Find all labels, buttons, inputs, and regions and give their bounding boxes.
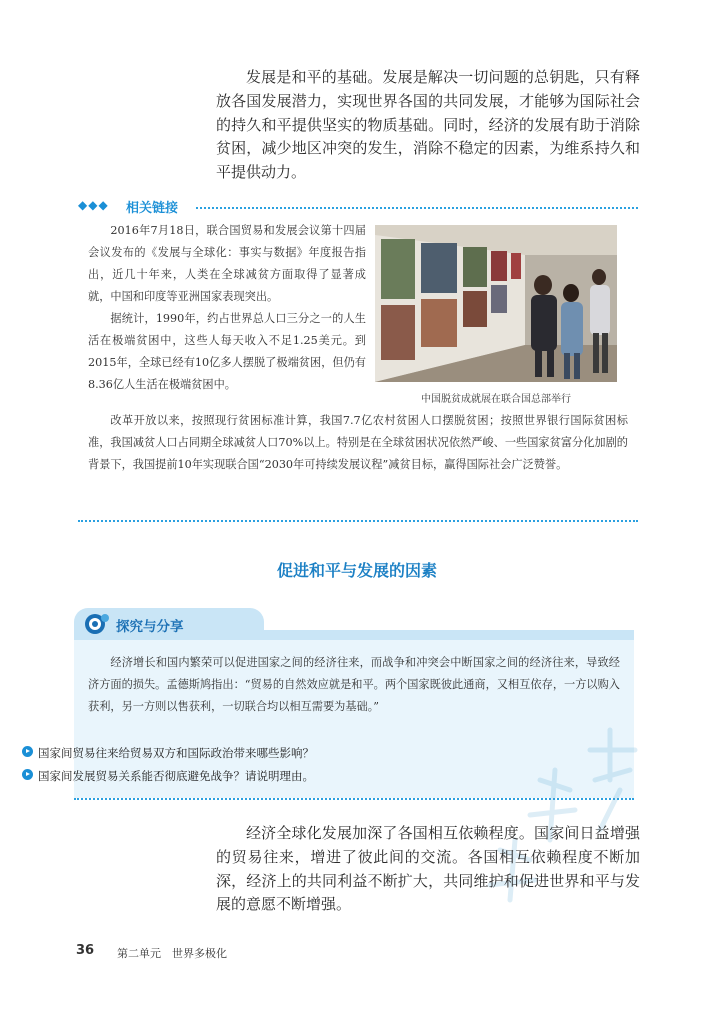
related-link-paragraph-3: 改革开放以来，按照现行贫困标准计算，我国7.7亿农村贫困人口摆脱贫困；按照世界银行国际贫困标准，我国减贫人口占同期全球减贫人口70%以上。特别是在全球贫困状况依然严峻、一些国家贫富分化加剧的背景下，我国提前10年实现联合国“2030年可持续发展议程”减贫目标，赢得国际社会广泛赞誉。 [88,414,628,471]
explore-icon [84,612,110,636]
arrow-bullet-icon [22,769,33,780]
section-title: 促进和平与发展的因素 [276,561,437,580]
related-link-paragraph-2: 据统计，1990年，约占世界总人口三分之一的人生活在极端贫困中，这些人每天收入不足1.25美元。到2015年，全球已经有10亿多人摆脱了极端贫困，但仍有8.36亿人生活在极端贫困中。 [88,312,366,391]
related-link-wide-text [88,410,628,476]
related-link-header [78,197,638,217]
question-2-text: 国家间发展贸易关系能否彻底避免战争？请说明理由。 [38,769,314,783]
diamond-icons: ◆◆◆ [78,198,109,212]
exhibition-photo [375,225,617,382]
explore-title: 探究与分享 [116,619,184,635]
related-link-paragraph-1: 2016年7月18日，联合国贸易和发展会议第十四届会议发布的《发展与全球化：事实与数据》年度报告指出，近几十年来，人类在全球减贫方面取得了显著成就，中国和印度等亚洲国家表现突出。 [88,224,366,303]
dotted-divider [196,207,638,209]
explore-paragraph: 经济增长和国内繁荣可以促进国家之间的经济往来，而战争和冲突会中断国家之间的经济往来，导致经济方面的损失。孟德斯鸠指出：“贸易的自然效应就是和平。两个国家既彼此通商，又相互依存，一方以购入获利，另一方则以售获利，一切联合均以相互需要为基础。” [88,656,620,713]
related-link-text [88,220,366,396]
page-number: 36 [76,943,95,958]
bottom-paragraph: 经济全球化发展加深了各国相互依赖程度。国家间日益增强的贸易往来，增进了彼此间的交流。各国相互依赖程度不断加深，经济上的共同利益不断扩大，共同维护和促进世界和平与发展的意愿不断增强。 [216,824,640,914]
dotted-divider-bottom [78,520,638,522]
question-1 [38,745,314,761]
question-1-text: 国家间贸易往来给贸易双方和国际政治带来哪些影响？ [38,746,314,760]
related-link-title: 相关链接 [126,201,179,216]
top-paragraph: 发展是和平的基础。发展是解决一切问题的总钥匙，只有释放各国发展潜力，实现世界各国的共同发展，才能够为国际社会的持久和平提供坚实的物质基础。同时，经济的发展有助于消除贫困，减少地区冲突的发生，消除不稳定的因素，为维系持久和平提供动力。 [216,68,640,182]
photo-caption: 中国脱贫成就展在联合国总部举行 [421,394,571,405]
exhibition-photo-illustration [375,225,617,382]
question-2 [38,768,314,784]
footer-unit-title: 第二单元 世界多极化 [117,947,227,960]
arrow-bullet-icon [22,746,33,757]
